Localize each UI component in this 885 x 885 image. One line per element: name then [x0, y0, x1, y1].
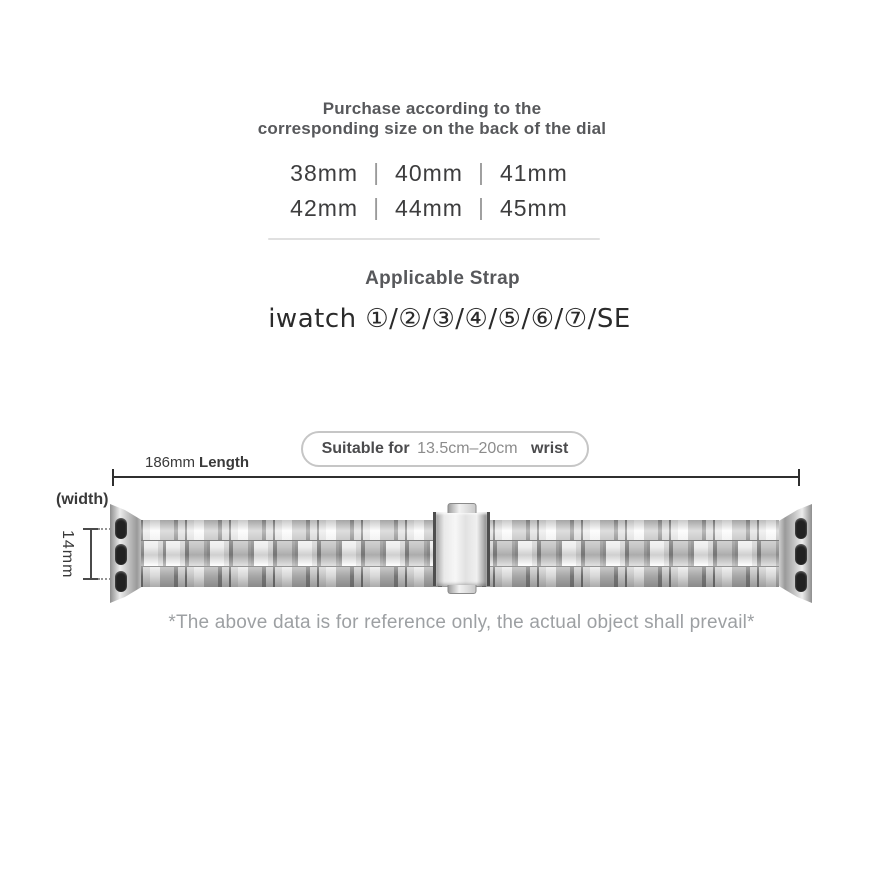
width-dimension-line — [90, 529, 92, 580]
dial-size-row-1 — [0, 156, 858, 191]
length-word: Length — [199, 454, 250, 471]
dial-size-row-2 — [0, 191, 858, 226]
reference-disclaimer: *The above data is for reference only, the actual object shall prevail* — [168, 612, 755, 633]
width-dimension-label: (width) — [56, 491, 109, 508]
size-41mm: 41mm — [499, 160, 568, 186]
wrist-fit-badge — [301, 431, 589, 467]
fit-badge-prefix: Suitable for — [321, 440, 410, 457]
adapter-slot — [795, 571, 807, 592]
section-divider — [268, 238, 600, 240]
adapter-slot — [795, 544, 807, 565]
length-dimension-label — [145, 454, 249, 471]
purchase-instruction-line2: corresponding size on the back of the dial — [257, 119, 607, 138]
dial-size-list — [0, 156, 858, 226]
watch-lug-adapter-right — [779, 504, 812, 603]
fit-badge-range: 13.5cm–20cm — [417, 440, 518, 457]
adapter-slot — [795, 518, 807, 539]
width-tick-bottom — [83, 578, 98, 580]
width-value: 14mm — [59, 530, 76, 579]
size-separator: | — [477, 194, 485, 220]
size-40mm: 40mm — [395, 160, 463, 186]
length-dimension-line — [113, 476, 800, 478]
adapter-slot — [115, 518, 127, 539]
size-separator: | — [477, 159, 485, 185]
clasp-tab-bottom — [447, 585, 476, 594]
length-value: 186mm — [145, 454, 196, 471]
applicable-strap-title: Applicable Strap — [365, 268, 520, 289]
watch-lug-adapter-left — [110, 504, 143, 603]
purchase-instruction-line1: Purchase according to the — [322, 99, 542, 118]
size-38mm: 38mm — [290, 160, 359, 186]
width-tick-top — [83, 528, 98, 530]
length-tick-right — [798, 469, 800, 486]
size-separator: | — [373, 159, 381, 185]
clasp-tab-top — [447, 503, 476, 513]
size-42mm: 42mm — [290, 195, 359, 221]
adapter-slot — [115, 544, 127, 565]
adapter-slot — [115, 571, 127, 592]
size-45mm: 45mm — [499, 195, 568, 221]
fit-badge-suffix: wrist — [531, 440, 569, 457]
butterfly-clasp — [433, 512, 490, 586]
size-44mm: 44mm — [395, 195, 463, 221]
compatible-models: iwatch ①/②/③/④/⑤/⑥/⑦/SE — [268, 304, 631, 334]
size-separator: | — [373, 194, 381, 220]
purchase-instruction — [0, 99, 864, 139]
length-tick-left — [112, 469, 114, 486]
